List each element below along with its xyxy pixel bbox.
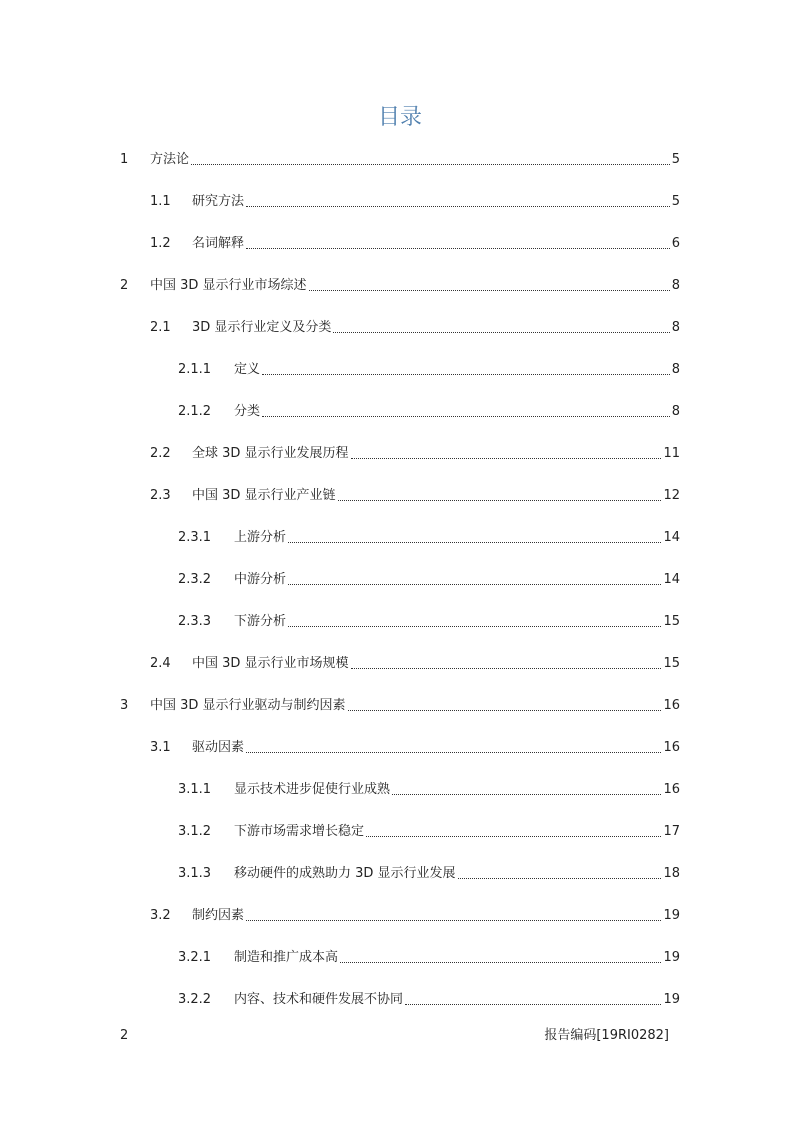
toc-entry[interactable] [178, 863, 680, 885]
toc-leader-dots [288, 626, 661, 627]
toc-entry-number: 1.2 [150, 236, 171, 251]
toc-entry-page: 8 [671, 362, 680, 377]
toc-leader-dots [333, 332, 669, 333]
toc-leader-dots [246, 920, 661, 921]
toc-leader-dots [392, 794, 661, 795]
toc-entry[interactable] [178, 821, 680, 843]
toc-entry[interactable] [178, 947, 680, 969]
toc-entry-number: 3 [120, 698, 129, 713]
toc-leader-dots [309, 290, 670, 291]
toc-leader-dots [288, 584, 661, 585]
toc-entry-page: 16 [663, 782, 680, 797]
toc-entry[interactable] [150, 233, 680, 255]
toc-entry-label: 移动硬件的成熟助力 3D 显示行业发展 [234, 866, 456, 881]
toc-entry-page: 11 [663, 446, 680, 461]
toc-entry-label: 全球 3D 显示行业发展历程 [192, 446, 349, 461]
toc-entry-page: 16 [663, 698, 680, 713]
toc-entry-number: 3.1.2 [178, 824, 212, 839]
toc-entry-number: 2.2 [150, 446, 171, 461]
toc-entry-page: 8 [671, 320, 680, 335]
toc-leader-dots [262, 374, 670, 375]
toc-entry-label: 内容、技术和硬件发展不协同 [234, 992, 404, 1007]
toc-entry-label: 中国 3D 显示行业市场规模 [192, 656, 349, 671]
toc-entry-page: 5 [671, 194, 680, 209]
toc-entry-page: 14 [663, 572, 680, 587]
toc-entry-label: 中国 3D 显示行业驱动与制约因素 [150, 698, 346, 713]
toc-entry[interactable] [178, 359, 680, 381]
toc-entry-number: 2.1.2 [178, 404, 212, 419]
toc-leader-dots [348, 710, 662, 711]
toc-leader-dots [458, 878, 662, 879]
toc-entry[interactable] [150, 737, 680, 759]
toc-leader-dots [191, 164, 670, 165]
toc-entry-page: 15 [663, 614, 680, 629]
toc-entry-number: 1 [120, 152, 129, 167]
toc-entry-label: 驱动因素 [192, 740, 245, 755]
toc-entry-number: 1.1 [150, 194, 171, 209]
toc-leader-dots [246, 752, 661, 753]
toc-entry-page: 16 [663, 740, 680, 755]
toc-entry-number: 3.2.2 [178, 992, 212, 1007]
toc-entry-label: 上游分析 [234, 530, 287, 545]
toc-entry-label: 中国 3D 显示行业市场综述 [150, 278, 307, 293]
toc-entry-label: 研究方法 [192, 194, 245, 209]
toc-entry[interactable] [120, 149, 680, 171]
footer-page-number: 2 [120, 1028, 129, 1043]
toc-entry[interactable] [120, 695, 680, 717]
toc-leader-dots [262, 416, 670, 417]
toc-entry-page: 19 [663, 950, 680, 965]
toc-entry-number: 2.4 [150, 656, 171, 671]
toc-entry-number: 3.1.3 [178, 866, 212, 881]
toc-entry-page: 18 [663, 866, 680, 881]
toc-entry[interactable] [150, 191, 680, 213]
toc-entry[interactable] [178, 569, 680, 591]
toc-entry-page: 8 [671, 278, 680, 293]
toc-leader-dots [246, 248, 670, 249]
toc-leader-dots [288, 542, 661, 543]
toc-entry-label: 制约因素 [192, 908, 245, 923]
toc-entry-label: 显示技术进步促使行业成熟 [234, 782, 391, 797]
toc-entry[interactable] [150, 317, 680, 339]
toc-entry-number: 3.1 [150, 740, 171, 755]
toc-entry-number: 2.3 [150, 488, 171, 503]
toc-entry-page: 15 [663, 656, 680, 671]
toc-entry-page: 6 [671, 236, 680, 251]
toc-entry[interactable] [150, 653, 680, 675]
toc-entry-page: 12 [663, 488, 680, 503]
toc-entry[interactable] [178, 989, 680, 1011]
toc-entry[interactable] [150, 443, 680, 465]
toc-entry-label: 制造和推广成本高 [234, 950, 339, 965]
toc-entry-label: 下游市场需求增长稳定 [234, 824, 365, 839]
toc-entry[interactable] [178, 401, 680, 423]
toc-leader-dots [405, 1004, 661, 1005]
toc-leader-dots [246, 206, 670, 207]
toc-entry-page: 14 [663, 530, 680, 545]
toc-entry-number: 2.3.1 [178, 530, 212, 545]
toc-entry-page: 19 [663, 908, 680, 923]
toc-entry-label: 分类 [234, 404, 261, 419]
toc-entry-label: 定义 [234, 362, 261, 377]
toc-entry[interactable] [178, 527, 680, 549]
toc-entry-label: 名词解释 [192, 236, 245, 251]
toc-entry-number: 2.1 [150, 320, 171, 335]
toc-leader-dots [351, 668, 662, 669]
toc-entry-label: 方法论 [150, 152, 190, 167]
toc-entry-page: 5 [671, 152, 680, 167]
toc-entry-number: 3.1.1 [178, 782, 212, 797]
toc-entry-label: 下游分析 [234, 614, 287, 629]
toc-entry[interactable] [178, 611, 680, 633]
toc-entry-number: 2 [120, 278, 129, 293]
toc-leader-dots [338, 500, 662, 501]
toc-entry[interactable] [150, 485, 680, 507]
page-title: 目录 [377, 105, 422, 130]
toc-entry-number: 2.3.2 [178, 572, 212, 587]
footer-report-code: 报告编码[19RI0282] [544, 1028, 669, 1043]
toc-entry-label: 中游分析 [234, 572, 287, 587]
toc-entry[interactable] [120, 275, 680, 297]
toc-entry-number: 3.2 [150, 908, 171, 923]
toc-leader-dots [340, 962, 661, 963]
toc-entry-number: 2.1.1 [178, 362, 212, 377]
toc-entry-number: 3.2.1 [178, 950, 212, 965]
toc-leader-dots [366, 836, 661, 837]
toc-entry-label: 中国 3D 显示行业产业链 [192, 488, 336, 503]
toc-entry[interactable] [150, 905, 680, 927]
toc-entry-page: 17 [663, 824, 680, 839]
toc-entry-page: 19 [663, 992, 680, 1007]
toc-entry[interactable] [178, 779, 680, 801]
toc-entry-number: 2.3.3 [178, 614, 212, 629]
toc-leader-dots [351, 458, 662, 459]
toc-entry-page: 8 [671, 404, 680, 419]
toc-entry-label: 3D 显示行业定义及分类 [192, 320, 332, 335]
